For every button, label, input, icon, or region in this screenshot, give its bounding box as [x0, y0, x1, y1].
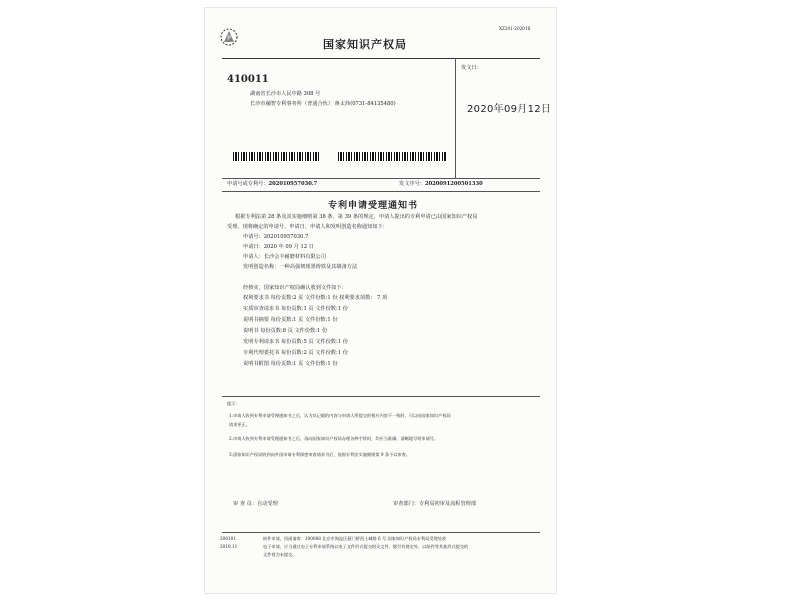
serial-number-label: 发文序号： [399, 181, 425, 187]
barcode-right [338, 152, 446, 161]
examiner: 审 查 员：自动受理 [233, 501, 278, 507]
ids-rule-top [222, 178, 540, 179]
postcode: 410011 [227, 74, 269, 85]
ids-rule-bottom [222, 191, 540, 192]
footer-line-2: 电子申请，应当通过电子专利申请系统以电子文件形式提交相关文件。除另有规定外，以纸件等其他形式提交的 [263, 544, 469, 549]
document-item: 说明书 每份页数:8 页 文件份数:1 份 [243, 328, 328, 334]
intro-line-2: 受理。现将确定的申请号、申请日、申请人和发明创造名称通知如下： [227, 224, 388, 230]
document-item: 权利要求书 每份页数:2 页 文件份数:1 份 权利要求项数： 7 项 [243, 295, 388, 301]
issue-date-stamp: 2020年09月12日 [467, 104, 552, 115]
authority-title: 国家知识产权局 [323, 38, 407, 51]
note-item: 3.国家知识产权局收到向外国申请专利保密审查请求书后，依据专利法实施细则第 9 条予以审查。 [229, 452, 411, 457]
issue-date-label: 发文日： [461, 65, 482, 71]
svg-text:P: P [227, 35, 231, 42]
form-code-2: 2019.11 [220, 544, 238, 549]
applicant: 申请人：长沙会丰耐磨材料有限公司 [243, 254, 327, 260]
invention-name: 发明创造名称：一种高强韧球墨铸铁及其制备方法 [243, 264, 358, 270]
footer-rule [222, 532, 540, 533]
header-rule [222, 58, 540, 59]
document-item: 说明书摘要 每份页数:1 页 文件份数:1 份 [243, 317, 338, 323]
notes-rule [222, 396, 540, 397]
documents-intro: 经核实，国家知识产权局确认收到文件如下： [243, 285, 347, 291]
review-department: 审查部门：专利局初审及流程管理部 [393, 501, 477, 507]
cnipa-logo-icon [217, 26, 241, 48]
app-number-value: 202010957030.7 [268, 181, 318, 187]
document-item: 说明书附图 每份页数:1 页 文件份数:1 份 [243, 361, 338, 367]
note-item: 2.申请人收到专利申请受理通知书之后，再向国家知识产权局办理各种手续时，均应当准确、清晰地写明申请号。 [229, 436, 439, 441]
application-date: 申请日：2020 年 09 月 12 日 [243, 244, 314, 250]
app-number-label: 申请号或专利号： [227, 181, 269, 187]
form-code-1: 200101 [220, 536, 236, 541]
address-line-1: 湖南省长沙市人民中路 308 号 [250, 91, 321, 97]
form-code: XZ201-202016 [499, 26, 531, 31]
serial-number-row [399, 180, 483, 187]
date-box-divider [455, 58, 456, 179]
footer-line-1: 纸件申请，回函请寄：100088 北京市海淀区蓟门桥西土城路 6 号 国家知识产权局专利局受理处收 [263, 536, 447, 541]
serial-number-value: 2020091200501330 [424, 181, 483, 187]
note-item: 请求更正。 [229, 422, 250, 427]
barcode-left [233, 152, 319, 161]
document-item: 发明专利请求书 每份页数:5 页 文件份数:1 份 [243, 339, 348, 345]
note-item: 1.申请人收到专利申请受理通知书之后，认为其记载的内容与申请人所提交的相应内容不一致时，可以向国家知识产权局 [229, 413, 451, 418]
notice-title: 专利申请受理通知书 [328, 201, 419, 211]
app-number-row [227, 180, 317, 187]
application-number: 申请号：202010957030.7 [243, 234, 309, 240]
notes-label: 提示： [227, 401, 240, 406]
notice-document [205, 8, 556, 593]
document-item: 实质审查请求书 每份页数:1 页 文件份数:1 份 [243, 306, 348, 312]
footer-line-3: 文件视为未提交。 [263, 552, 297, 557]
document-item: 专利代理委托书 每份页数:2 页 文件份数:1 份 [243, 350, 348, 356]
intro-line-1: 根据专利法第 28 条及其实施细则第 38 条、第 39 条的规定，申请人提出的专利申请已由国家知识产权局 [235, 214, 478, 220]
address-line-2: 长沙市融智专利事务所（普通合伙） 蒋太炜(0731-84135480) [250, 101, 396, 107]
